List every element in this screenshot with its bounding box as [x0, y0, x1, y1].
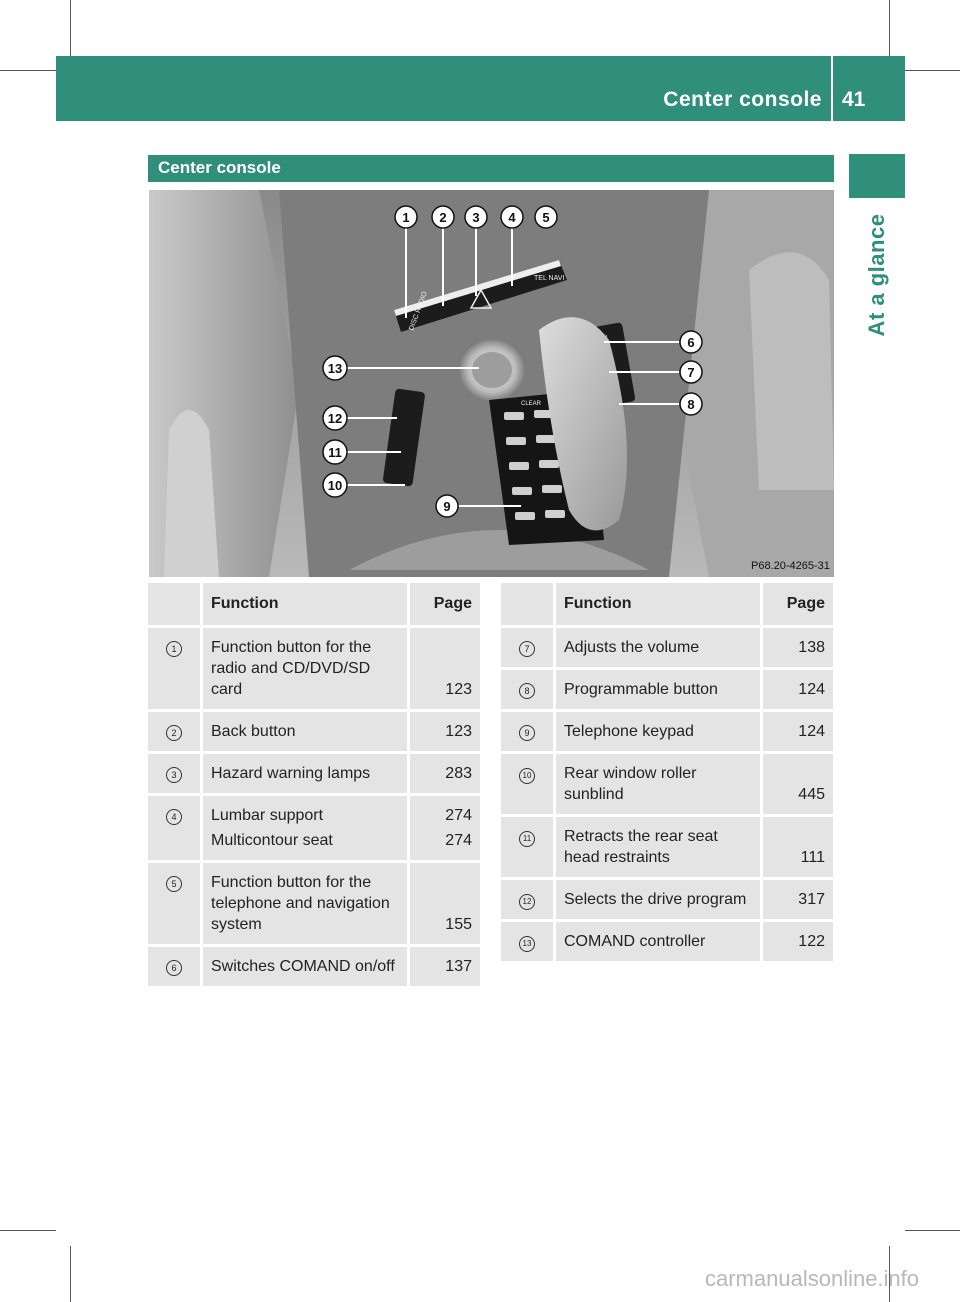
svg-text:1: 1: [402, 210, 410, 225]
table-header-function: Function: [202, 583, 409, 627]
table-header-function: Function: [555, 583, 762, 627]
table-row: [148, 946, 480, 987]
table-row: [501, 711, 833, 753]
table-header-page: Page: [762, 583, 834, 627]
row-function: COMAND controller: [555, 921, 762, 962]
row-function: Hazard warning lamps: [202, 753, 409, 795]
row-marker: 5: [166, 876, 182, 892]
row-function: Function button for the radio and CD/DVD/SD card: [202, 627, 409, 711]
row-marker: 6: [166, 960, 182, 976]
row-marker: 4: [166, 809, 182, 825]
crop-mark: [0, 70, 56, 71]
table-row: [148, 711, 480, 753]
callout-13: [323, 356, 347, 380]
side-label: At a glance: [864, 213, 889, 337]
crop-mark: [889, 0, 890, 56]
svg-text:12: 12: [327, 411, 343, 426]
function-table-left: [148, 583, 480, 986]
table-row: [501, 879, 833, 921]
header-title: Center console: [663, 88, 822, 111]
table-header-num: [148, 583, 202, 627]
callout-7: [680, 361, 702, 383]
crop-mark: [70, 1246, 71, 1302]
svg-text:2: 2: [439, 210, 447, 225]
row-function: Selects the drive program: [555, 879, 762, 921]
table-row: [501, 669, 833, 711]
section-title: Center console: [158, 158, 281, 177]
callout-6: [680, 331, 702, 353]
table-row: [501, 753, 833, 816]
header-divider: [831, 56, 833, 121]
svg-text:8: 8: [687, 397, 695, 412]
table-row: [148, 795, 480, 862]
row-page: 138: [762, 627, 834, 669]
row-function: Retracts the rear seat head restraints: [555, 816, 762, 879]
row-marker: 3: [166, 767, 182, 783]
table-header-page: Page: [409, 583, 481, 627]
row-page: 123: [409, 627, 481, 711]
table-row: [148, 627, 480, 711]
table-row: [148, 862, 480, 946]
table-row: [501, 627, 833, 669]
row-marker: 12: [519, 894, 535, 910]
callout-10: [323, 473, 347, 497]
row-page: 274: [445, 807, 472, 824]
row-page: 111: [762, 816, 834, 879]
row-page: 124: [762, 711, 834, 753]
side-tab: [849, 154, 905, 198]
row-function: Rear window roller sunblind: [555, 753, 762, 816]
photo-reference: P68.20-4265-31: [751, 560, 830, 572]
callout-4: [501, 206, 523, 228]
svg-text:7: 7: [687, 365, 695, 380]
row-marker: 7: [519, 641, 535, 657]
row-marker: 11: [519, 831, 535, 847]
callout-2: [432, 206, 454, 228]
disc-radio-label: DISC RADIO: [408, 290, 429, 332]
callout-9: [436, 495, 458, 517]
row-function-secondary: Multicontour seat: [211, 832, 333, 849]
svg-text:9: 9: [443, 499, 451, 514]
row-marker: 8: [519, 683, 535, 699]
table-header-num: [501, 583, 555, 627]
row-page: 155: [409, 862, 481, 946]
svg-text:5: 5: [542, 210, 550, 225]
row-function: Switches COMAND on/off: [202, 946, 409, 987]
callout-8: [680, 393, 702, 415]
row-page: 137: [409, 946, 481, 987]
crop-mark: [0, 1230, 56, 1231]
page-number: 41: [842, 88, 866, 111]
table-row: [501, 921, 833, 962]
svg-text:13: 13: [327, 361, 343, 376]
row-marker: 2: [166, 725, 182, 741]
row-function: Function button for the telephone and navigation system: [202, 862, 409, 946]
table-row: [148, 753, 480, 795]
row-page-secondary: 274: [445, 832, 472, 849]
callout-1: [395, 206, 417, 228]
section-header: [148, 155, 834, 182]
row-marker: 9: [519, 725, 535, 741]
row-page: 123: [409, 711, 481, 753]
row-page: 122: [762, 921, 834, 962]
row-function: Lumbar support: [211, 807, 324, 824]
row-page: 283: [409, 753, 481, 795]
svg-text:4: 4: [508, 210, 516, 225]
row-page: 124: [762, 669, 834, 711]
svg-text:11: 11: [328, 445, 342, 460]
crop-mark: [70, 0, 71, 56]
row-function: Adjusts the volume: [555, 627, 762, 669]
callout-5: [535, 206, 557, 228]
row-page: 445: [762, 753, 834, 816]
svg-text:CLEAR: CLEAR: [521, 401, 542, 407]
table-row: [501, 816, 833, 879]
row-marker: 10: [519, 768, 535, 784]
center-console-photo: [149, 190, 834, 577]
svg-text:3: 3: [472, 210, 480, 225]
svg-text:10: 10: [327, 478, 343, 493]
callout-3: [465, 206, 487, 228]
svg-text:6: 6: [687, 335, 695, 350]
watermark: carmanualsonline.info: [705, 1266, 920, 1291]
row-function: Programmable button: [555, 669, 762, 711]
crop-mark: [905, 70, 960, 71]
row-function: Telephone keypad: [555, 711, 762, 753]
row-marker: 13: [519, 936, 535, 952]
row-marker: 1: [166, 641, 182, 657]
tel-navi-label: TEL NAVI: [534, 275, 565, 282]
callout-12: [323, 406, 347, 430]
crop-mark: [905, 1230, 960, 1231]
function-table-right: [501, 583, 833, 961]
row-function: Back button: [202, 711, 409, 753]
row-page: 317: [762, 879, 834, 921]
callout-11: [323, 440, 347, 464]
